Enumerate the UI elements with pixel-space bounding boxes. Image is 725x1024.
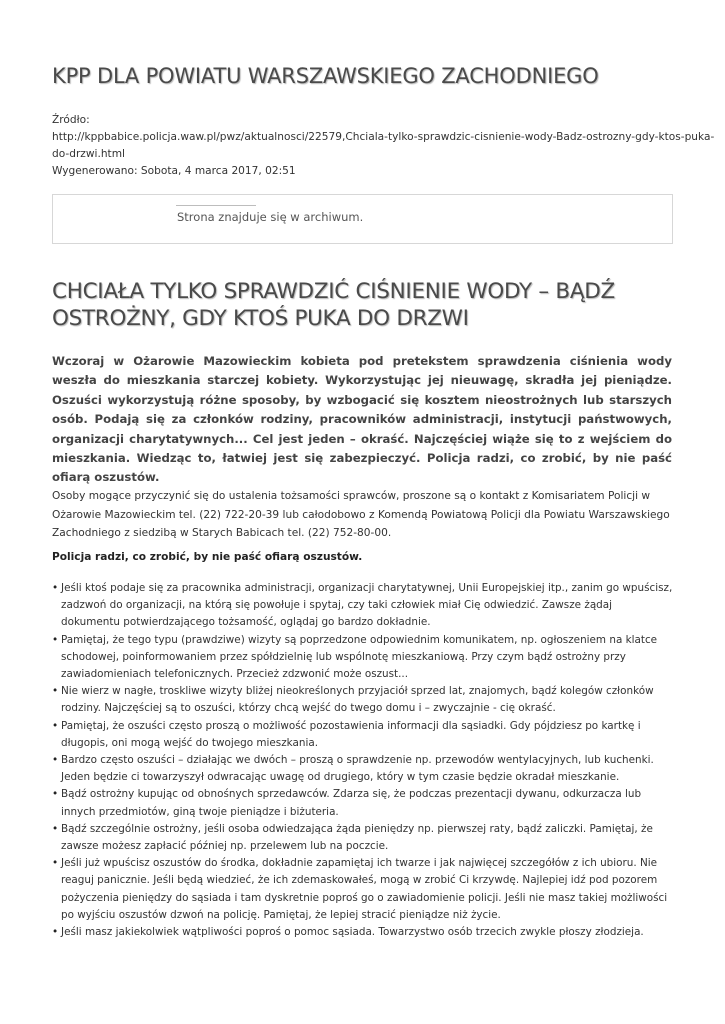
list-item: • Bądź szczególnie ostrożny, jeśli osoba odwiedzająca żąda pieniędzy np. pierwszej raty, bądź zaliczki. Pamiętaj, że zawsze możesz zapłacić później np. przelewem lub na poczcie. — [52, 821, 673, 855]
generated-timestamp: Wygenerowano: Sobota, 4 marca 2017, 02:51 — [52, 165, 296, 177]
list-item: • Jeśli masz jakiekolwiek wątpliwości poproś o pomoc sąsiada. Towarzystwo osób trzecich zwykle płoszy złodzieja. — [52, 924, 673, 941]
contact-paragraph: Osoby mogące przyczynić się do ustalenia tożsamości sprawców, proszone są o kontakt z Komisariatem Policji w Ożarowie Mazowieckim tel. (22) 722-20-39 lub całodobowo z Komendą Powiatową Policji dla Powiatu Warszawskiego Zachodniego z siedzibą w Starych Babicach tel. (22) 752-80-00. — [52, 490, 670, 539]
archive-text: Strona znajduje się w archiwum. — [177, 210, 364, 224]
list-item: • Jeśli ktoś podaje się za pracownika administracji, organizacji charytatywnej, Unii Europejskiej itp., zanim go wpuścisz, zadzwoń do organizacji, na którą się powołuje i spytaj, czy taki człowiek miał Cię odwiedzić. Zawsze żądaj dokumentu potwierdzającego tożsamość, oglądaj go bardzo dokładnie. — [52, 580, 673, 632]
list-item: • Jeśli już wpuścisz oszustów do środka, dokładnie zapamiętaj ich twarze i jak najwięcej szczegółów z ich ubioru. Nie reaguj panicznie. Jeśli będą wiedzieć, że ich zdemaskowałeś, mogą w zrobić Ci krzywdę. Najlepiej idź pod pozorem pożyczenia pieniędzy do sąsiada i tam dyskretnie poproś go o zawiadomienie policji. Jeśli nie masz takiej możliwości po wyjściu oszustów dzwoń na policję. Pamiętaj, że lepiej stracić pieniądze niż życie. — [52, 855, 673, 924]
tips-heading: Policja radzi, co zrobić, by nie paść ofiarą oszustów. — [52, 551, 363, 563]
archive-notice — [52, 194, 673, 244]
list-item: • Bądź ostrożny kupując od obnośnych sprzedawców. Zdarza się, że podczas prezentacji dywanu, odkurzacza lub innych przedmiotów, giną twoje pieniądze i biżuteria. — [52, 786, 673, 820]
list-item: • Pamiętaj, że oszuści często proszą o możliwość pozostawienia informacji dla sąsiadki. Gdy pójdziesz po kartkę i długopis, oni mogą wejść do twojego mieszkania. — [52, 718, 673, 752]
list-item: • Pamiętaj, że tego typu (prawdziwe) wizyty są poprzedzone odpowiednim komunikatem, np. ogłoszeniem na klatce schodowej, poinformowaniem przez spółdzielnię lub wspólnotę mieszkaniową. Przy czym bądź ostrożny przy zawiadomieniach telefonicznych. Przecież zdzwonić może oszust... — [52, 632, 673, 684]
source-url[interactable] — [52, 129, 715, 163]
list-item: • Bardzo często oszuści – działając we dwóch – proszą o sprawdzenie np. przewodów wentylacyjnych, lub kuchenki. Jeden będzie ci towarzyszył odwracając uwagę od drugiego, który w tym czasie będzie okradał mieszkanie. — [52, 752, 673, 786]
source-url-line2[interactable]: do-drzwi.html — [52, 148, 125, 160]
source-url-line1[interactable]: http://kppbabice.policja.waw.pl/pwz/aktualnosci/22579,Chciala-tylko-sprawdzic-cisnienie-wody-Badz-ostrozny-gdy-ktos-puka- — [52, 131, 715, 143]
list-item: • Nie wierz w nagłe, troskliwe wizyty bliżej nieokreślonych przyjaciół sprzed lat, znajomych, bądź kolegów członków rodziny. Najczęściej są to oszuści, którzy chcą wejść do twego domu i – zwyczajnie - cię okraść. — [52, 683, 673, 717]
source-metadata — [52, 112, 715, 180]
archive-divider — [176, 205, 256, 206]
article-title: CHCIAŁA TYLKO SPRAWDZIĆ CIŚNIENIE WODY – BĄDŹ OSTROŻNY, GDY KTOŚ PUKA DO DRZWI — [52, 279, 615, 331]
site-title: KPP DLA POWIATU WARSZAWSKIEGO ZACHODNIEGO — [52, 64, 599, 88]
article-lead: Wczoraj w Ożarowie Mazowieckim kobieta pod pretekstem sprawdzenia ciśnienia wody weszła do mieszkania starczej kobiety. Wykorzystując jej nieuwagę, skradła jej pieniądze. Oszuści wykorzystują różne sposoby, by wzbogacić się kosztem nieostrożnych lub starszych osób. Podają się za członków rodziny, pracowników administracji, instytucji państwowych, organizacji charytatywnych... Cel jest jeden – okraść. Najczęściej wiąże się to z wejściem do mieszkania. Wiedząc to, łatwiej jest się zabezpieczyć. Policja radzi, co zrobić, by nie paść ofiarą oszustów. — [52, 354, 672, 485]
tips-list — [52, 580, 673, 941]
source-label: Źródło: — [52, 114, 90, 126]
